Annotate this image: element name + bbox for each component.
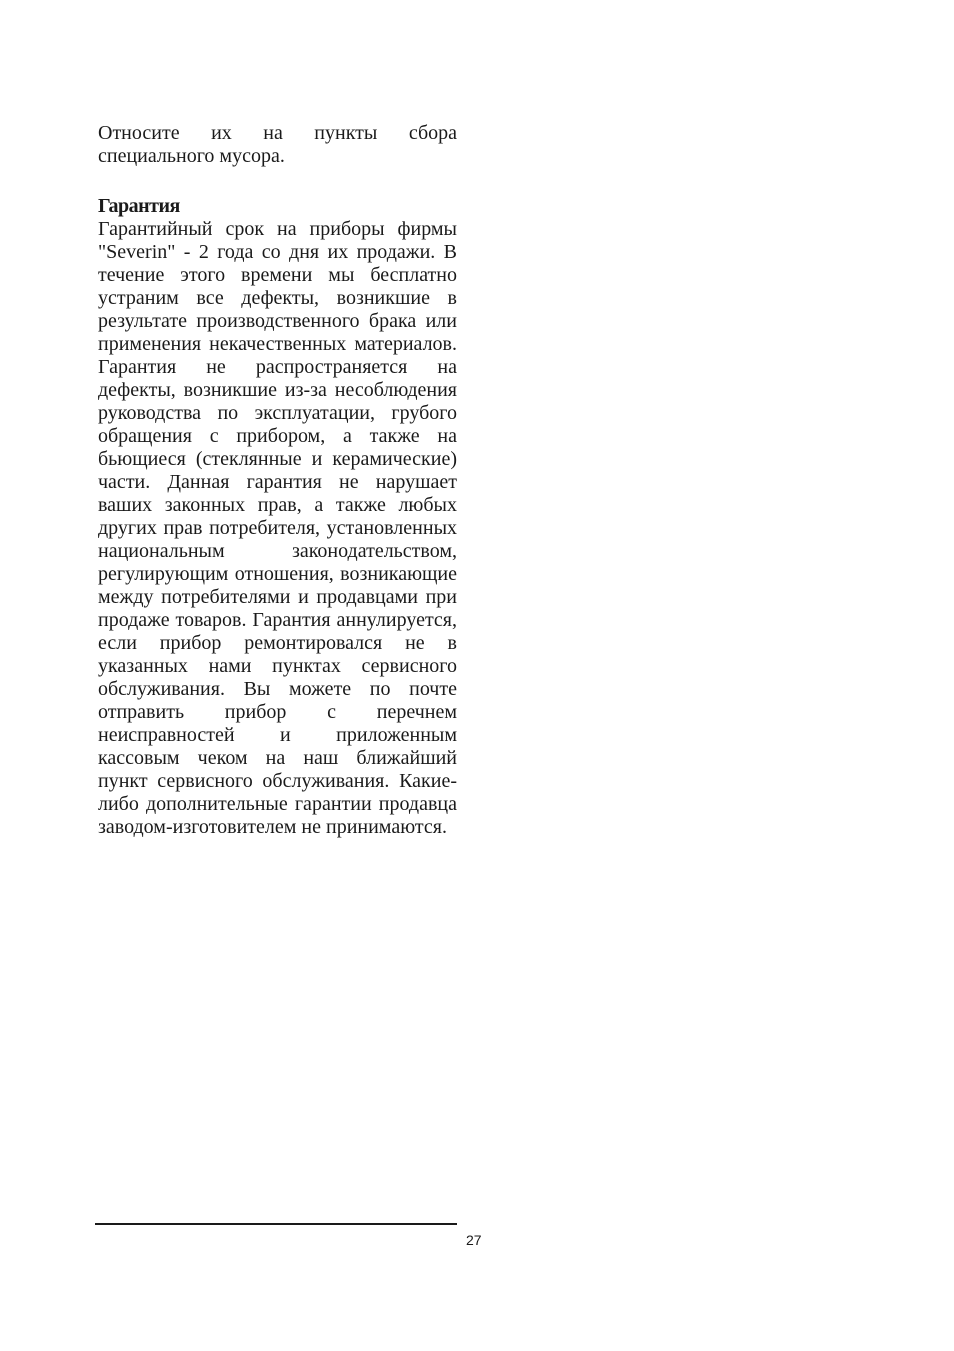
warranty-paragraph: Гарантийный срок на приборы фирмы "Severin" - 2 года со дня их продажи. В течение этого времени мы бесплатно устраним все дефекты, возникшие в результате производственного брака или применения некачественных материалов. Гарантия не распространяется на дефекты, возникшие из-за несоблюдения руководства по эксплуатации, грубого обращения с прибором, а также на бьющиеся (стеклянные и керамические) части. Данная гарантия не нарушает ваших законных прав, а также любых других прав потребителя, установленных национальным законодательством, регулирующим отношения, возникающие между потребителями и продавцами при продаже товаров. Гарантия аннулируется, если прибор ремонтировался не в указанных нами пунктах сервисного обслуживания. Вы можете по почте отправить прибор с перечнем неисправностей и приложенным кассовым чеком на наш ближайший пункт сервисного обслуживания. Какие-либо дополнительные гарантии продавца заводом-изготовителем не принимаются. [98,218,457,838]
disposal-paragraph: Относите их на пункты сбора специального мусора. [98,122,457,167]
page-number: 27 [466,1232,482,1248]
footer-rule [95,1223,457,1225]
text-column [98,122,457,839]
warranty-heading: Гарантия [98,195,180,217]
